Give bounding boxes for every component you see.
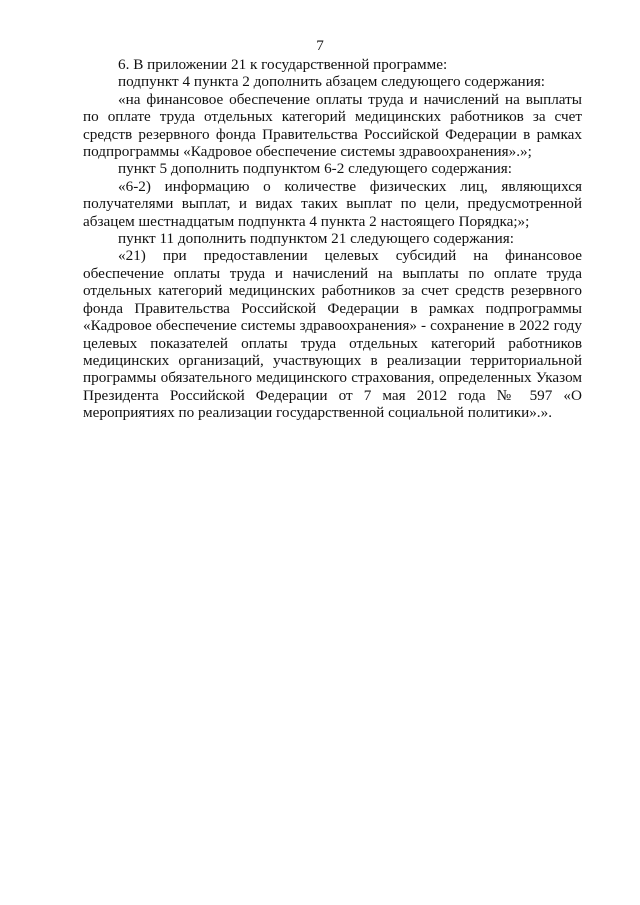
- document-body: [83, 56, 582, 422]
- paragraph-item-11: пункт 11 дополнить подпунктом 21 следующего содержания:: [118, 230, 514, 248]
- paragraph-quote-21: «21) при предоставлении целевых субсидий на финансовое обеспечение оплаты труда и начислений на выплаты по оплате труда отдельных категорий медицинских работников за счет средств резервного фонда Правительства Российской Федерации в рамках подпрограммы «Кадровое обеспечение системы здравоохранения» - сохранение в 2022 году целевых показателей оплаты труда отдельных категорий работников медицинских организаций, участвующих в реализации территориальной программы обязательного медицинского страхования, определенных Указом Президента Российской Федерации от 7 мая 2012 года № 597 «О мероприятиях по реализации государственной социальной политики».».: [83, 247, 582, 422]
- page-number: 7: [316, 37, 324, 54]
- paragraph-item-5: пункт 5 дополнить подпунктом 6-2 следующего содержания:: [118, 160, 512, 178]
- paragraph-quote-6-2: «6-2) информацию о количестве физических лиц, являющихся получателями выплат, и видах таких выплат по цели, предусмотренной абзацем шестнадцатым подпункта 4 пункта 2 настоящего Порядка;»;: [83, 177, 582, 230]
- paragraph-appendix-21: 6. В приложении 21 к государственной программе:: [118, 56, 448, 73]
- paragraph-quote-financing: «на финансовое обеспечение оплаты труда и начислений на выплаты по оплате труда отдельных категорий медицинских работников за счет средств резервного фонда Правительства Российской Федерации в рамках подпрограммы «Кадровое обеспечение системы здравоохранения».»;: [83, 90, 582, 161]
- paragraph-subclause-4-item-2: подпункт 4 пункта 2 дополнить абзацем следующего содержания:: [118, 73, 546, 91]
